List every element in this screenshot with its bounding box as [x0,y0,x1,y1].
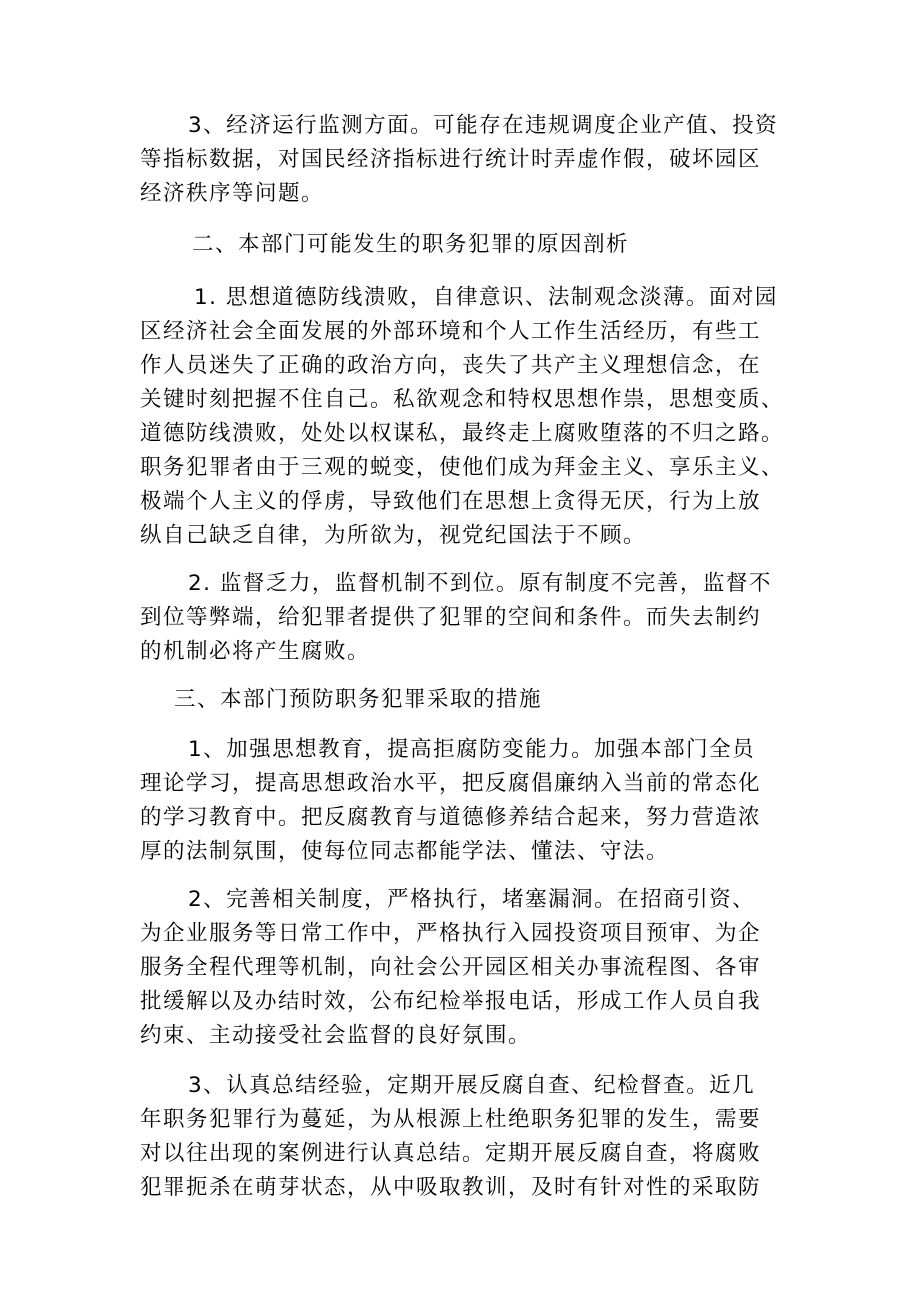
paragraph-line: 2、完善相关制度，严格执行，堵塞漏洞。在招商引资、 [188,887,756,912]
paragraph-line: 对以往出现的案例进行认真总结。定期开展反腐自查，将腐败 [140,1141,762,1166]
paragraph-line: 犯罪扼杀在萌芽状态，从中吸取教训，及时有针对性的采取防 [140,1175,762,1200]
paragraph-line: 3、认真总结经验，定期开展反腐自查、纪检督查。近几 [188,1073,756,1098]
paragraph-line: 为企业服务等日常工作中，严格执行入园投资项目预审、为企 [140,921,762,946]
paragraph-line: 经济秩序等问题。 [140,181,325,206]
paragraph-line: 约束、主动接受社会监督的良好氛围。 [140,1023,532,1048]
paragraph-line: 3、经济运行监测方面。可能存在违规调度企业产值、投资 [188,113,779,138]
paragraph-line: 到位等弊端，给犯罪者提供了犯罪的空间和条件。而失去制约 [140,605,762,630]
paragraph-line: 理论学习，提高思想政治水平，把反腐倡廉纳入当前的常态化 [140,771,762,796]
paragraph-line: 职务犯罪者由于三观的蜕变，使他们成为拜金主义、享乐主义、 [140,455,785,480]
paragraph-line: 年职务犯罪行为蔓延，为从根源上杜绝职务犯罪的发生，需要 [140,1107,762,1132]
paragraph-line: 等指标数据，对国民经济指标进行统计时弄虚作假，破坏园区 [140,147,762,172]
paragraph-line: 服务全程代理等机制，向社会公开园区相关办事流程图、各审 [140,955,762,980]
paragraph-line: 关键时刻把握不住自己。私欲观念和特权思想作祟，思想变质、 [140,387,785,412]
paragraph-line: 2. 监督乏力，监督机制不到位。原有制度不完善，监督不 [188,571,772,596]
paragraph-line: 作人员迷失了正确的政治方向，丧失了共产主义理想信念，在 [140,353,762,378]
section-heading: 二、本部门可能发生的职务犯罪的原因剖析 [192,232,630,257]
paragraph-line: 道德防线溃败，处处以权谋私，最终走上腐败堕落的不归之路。 [140,421,785,446]
paragraph-line: 厚的法制氛围，使每位同志都能学法、懂法、守法。 [140,839,670,864]
paragraph-line: 1. 思想道德防线溃败，自律意识、法制观念淡薄。面对园 [194,285,778,310]
section-heading: 三、本部门预防职务犯罪采取的措施 [174,687,543,712]
paragraph-line: 1、加强思想教育，提高拒腐防变能力。加强本部门全员 [188,737,756,762]
paragraph-line: 极端个人主义的俘虏，导致他们在思想上贪得无厌，行为上放 [140,489,762,514]
paragraph-line: 批缓解以及办结时效，公布纪检举报电话，形成工作人员自我 [140,989,762,1014]
paragraph-line: 纵自己缺乏自律，为所欲为，视党纪国法于不顾。 [140,523,647,548]
paragraph-line: 的机制必将产生腐败。 [140,639,371,664]
paragraph-line: 区经济社会全面发展的外部环境和个人工作生活经历，有些工 [140,319,762,344]
paragraph-line: 的学习教育中。把反腐教育与道德修养结合起来，努力营造浓 [140,805,762,830]
